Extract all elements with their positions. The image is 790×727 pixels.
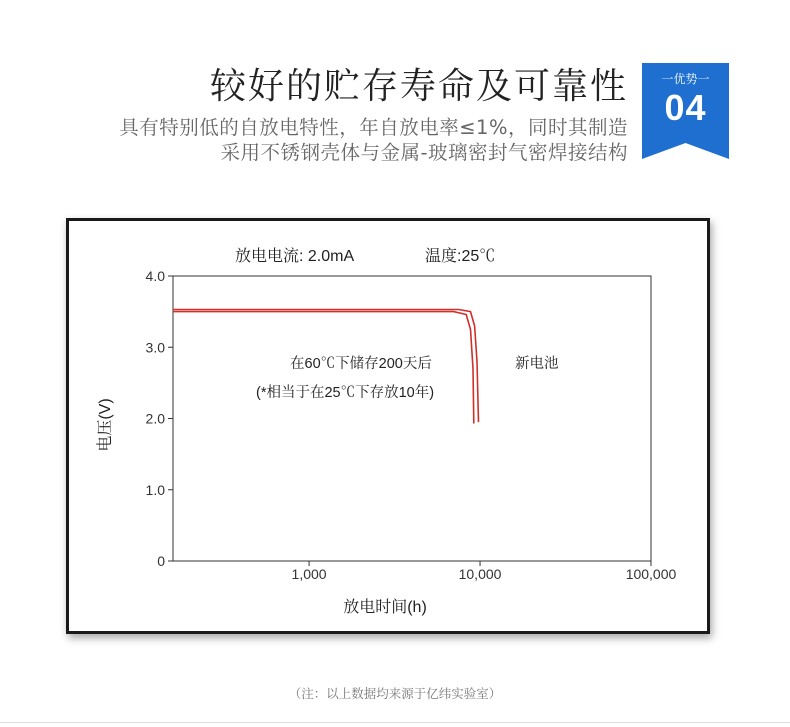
y-tick-label: 0 — [157, 553, 165, 569]
chart-header-temperature: 温度:25℃ — [425, 248, 496, 265]
y-axis-label: 电压(V) — [97, 398, 114, 452]
annotation-new-battery: 新电池 — [515, 356, 559, 372]
badge-label: 一优势一 — [661, 72, 710, 86]
chart-header-current: 放电电流: 2.0mA — [235, 248, 355, 265]
x-tick-label: 10,000 — [458, 566, 502, 582]
footer-note: （注：以上数据均来源于亿纬实验室） — [288, 686, 502, 701]
subtitle-line-2: 采用不锈钢壳体与金属-玻璃密封气密焊接结构 — [220, 141, 628, 164]
chart-axes — [146, 268, 677, 582]
y-tick-label: 2.0 — [145, 410, 165, 427]
annotation-stored-line2: (*相当于在25℃下存放10年) — [256, 385, 435, 401]
x-axis-label: 放电时间(h) — [343, 599, 427, 616]
plot-area-border — [173, 276, 651, 561]
subtitle-line-1: 具有特别低的自放电特性，年自放电率≤1%，同时其制造 — [119, 116, 628, 139]
y-tick-label: 3.0 — [145, 339, 165, 356]
page-title: 较好的贮存寿命及可靠性 — [209, 66, 628, 107]
x-tick-label: 1,000 — [291, 566, 327, 582]
x-tick-label: 100,000 — [625, 566, 677, 582]
badge-number: 04 — [664, 87, 707, 128]
y-tick-label: 1.0 — [145, 481, 165, 498]
bottom-divider — [0, 722, 790, 723]
y-tick-label: 4.0 — [145, 268, 165, 284]
annotation-stored-line1: 在60℃下储存200天后 — [290, 356, 432, 372]
